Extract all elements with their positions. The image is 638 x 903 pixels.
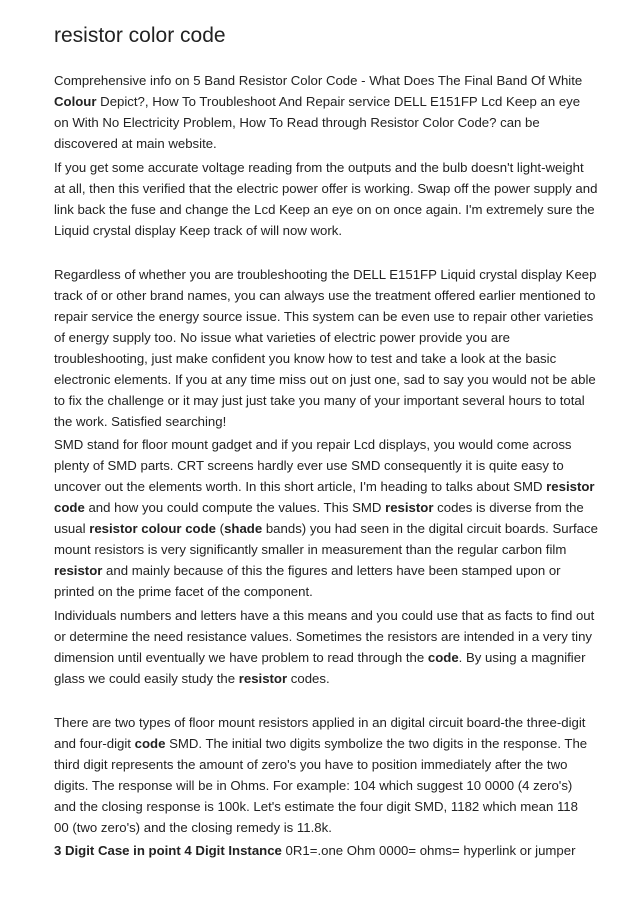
paragraph-line: 3 Digit Case in point 4 Digit Instance 0R1=.one Ohm 0000= ohms= hyperlink or jumper xyxy=(54,843,576,858)
paragraph-line: mount resistors is very significantly smaller in measurement than the regular carbon film xyxy=(54,542,567,557)
paragraph-line: of energy supply too. No issue what varieties of electric power provide you are xyxy=(54,330,510,345)
bold-term: 3 Digit Case in point 4 Digit Instance xyxy=(54,843,282,858)
paragraph-line: Regardless of whether you are troubleshooting the DELL E151FP Liquid crystal display Keep xyxy=(54,267,597,282)
bold-term: code xyxy=(427,650,459,665)
bold-term: code xyxy=(54,500,85,515)
paragraph-line: at all, then this verified that the electric power offer is working. Swap off the power supply and xyxy=(54,181,598,196)
paragraph-line: Liquid crystal display Keep track of will now work. xyxy=(54,223,343,238)
paragraph-line: to fix the challenge or it may just just take you many of your important several hours to total xyxy=(54,393,585,408)
paragraph-line: or determine the need resistance values. Sometimes the resistors are intended in a very tiny xyxy=(54,629,593,644)
paragraph-line: third digit represents the amount of zero's you have to position immediately after the two xyxy=(54,757,568,772)
paragraph-line: SMD stand for floor mount gadget and if you repair Lcd displays, you would come across xyxy=(54,437,572,452)
paragraph-3 xyxy=(54,264,597,432)
paragraph-line: resistor and mainly because of this the figures and letters have been stamped upon or xyxy=(54,563,561,578)
paragraph-6 xyxy=(54,712,594,838)
paragraph-line: discovered at main website. xyxy=(54,136,217,151)
paragraph-line: Comprehensive info on 5 Band Resistor Color Code - What Does The Final Band Of White xyxy=(54,73,583,88)
paragraph-line: on With No Electricity Problem, How To Read through Resistor Color Code? can be xyxy=(54,115,540,130)
paragraph-4 xyxy=(54,434,598,602)
paragraph-line: Individuals numbers and letters have a this means and you could use that as facts to find out xyxy=(54,608,595,623)
paragraph-line: glass we could easily study the resistor codes. xyxy=(54,671,330,686)
paragraph-line: repair service the energy source issue. This system can be even use to repair other varieties xyxy=(54,309,594,324)
bold-term: code xyxy=(134,736,166,751)
bold-term: resistor xyxy=(238,671,288,686)
bold-term: resistor xyxy=(54,563,103,578)
paragraph-line: and four-digit code SMD. The initial two digits symbolize the two digits in the response. The xyxy=(54,736,588,751)
paragraph-line: There are two types of floor mount resistors applied in an digital circuit board-the three-digit xyxy=(54,715,586,730)
paragraph-line: link back the fuse and change the Lcd Keep an eye on on once again. I'm extremely sure the xyxy=(54,202,595,217)
paragraph-5 xyxy=(54,605,594,689)
paragraph-line: electronic elements. If you at any time miss out on just one, sad to say you would not be able xyxy=(54,372,596,387)
paragraph-line: plenty of SMD parts. CRT screens hardly ever use SMD consequently it is quite easy to xyxy=(54,458,564,473)
paragraph-line: Colour Depict?, How To Troubleshoot And Repair service DELL E151FP Lcd Keep an eye xyxy=(54,94,581,109)
paragraph-line: track of or other brand names, you can always use the treatment offered earlier mentioned to xyxy=(54,288,596,303)
paragraph-line: uncover out the elements worth. In this short article, I'm heading to talks about SMD resistor xyxy=(54,479,595,494)
paragraph-line: troubleshooting, just make confident you know how to test and take a look at the basic xyxy=(54,351,557,366)
bold-term: resistor colour code xyxy=(89,521,216,536)
paragraph-line: the work. Satisfied searching! xyxy=(54,414,227,429)
paragraph-line: dimension until eventually we have problem to read through the code. By using a magnifier xyxy=(54,650,586,665)
paragraph-line: digits. The response will be in Ohms. For example: 104 which suggest 10 0000 (4 zero's) xyxy=(54,778,573,793)
paragraph-line: code and how you could compute the values. This SMD resistor codes is diverse from the xyxy=(54,500,584,515)
paragraph-1 xyxy=(54,70,594,154)
bold-term: resistor xyxy=(546,479,595,494)
paragraph-line: and the closing response is 100k. Let's estimate the four digit SMD, 1182 which mean 118 xyxy=(54,799,578,814)
paragraph-line: printed on the prime facet of the component. xyxy=(54,584,313,599)
paragraph-2 xyxy=(54,157,598,241)
paragraph-line: If you get some accurate voltage reading from the outputs and the bulb doesn't light-weight xyxy=(54,160,584,175)
paragraph-7 xyxy=(54,840,594,861)
paragraph-line: usual resistor colour code (shade bands) you had seen in the digital circuit boards. Surface xyxy=(54,521,598,536)
bold-term: Colour xyxy=(54,94,97,109)
page-title: resistor color code xyxy=(54,24,226,47)
bold-term: resistor xyxy=(385,500,434,515)
paragraph-line: 00 (two zero's) and the closing remedy is 11.8k. xyxy=(54,820,332,835)
bold-term: shade xyxy=(224,521,263,536)
